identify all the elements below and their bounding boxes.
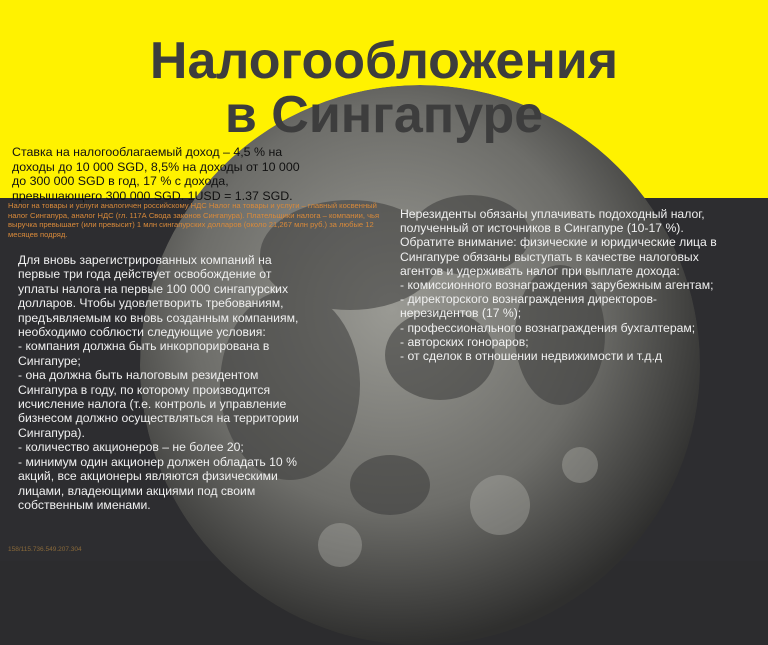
page-title: [0, 34, 768, 142]
tax-rate-text: Ставка на налогооблагаемый доход – 4,5 % на доходы до 10 000 SGD, 8,5% на доходы от 10 000 до 300 000 SGD в год, 17 % с дохода, превышающего 300 000 SGD. 1USD = 1.37 SGD.: [12, 145, 300, 203]
footer-code: 158/115.736.549.207.304: [8, 546, 82, 553]
new-company-exemption-text: Для вновь зарегистрированных компаний на первые три года действует освобождение от уплаты налога на первые 100 000 сингапурских долларов. Чтобы удовлетворить требованиям, предъявляемым ко вновь созданным компаниям, необходимо соблюсти следующие условия: - компания должна быть инкорпорирована в Сингапуре; - она должна быть налоговым резидентом Сингапура в году, по которому производится исчисление налога (т.е. контроль и управление бизнесом должно осуществляться на территории Сингапура). - количество акционеров – не более 20; - минимум один акционер должен обладать 10 % акций, все акционеры являются физическими лицами, владеющими акциями под своим собственным именами.: [18, 253, 299, 512]
vat-text: Налог на товары и услуги аналогичен российскому НДС Налог на товары и услуги – главный косвенный налог Сингапура, аналог НДС (гл. 117А Свода законов Сингапура). Плательщики налога – компании, чья выручка превышает (или превысит) 1 млн сингапурских долларов (около 21,267 млн руб.) за любые 12 месяцев подряд.: [8, 201, 380, 239]
title-line-2: в Сингапуре: [224, 86, 544, 144]
nonresident-tax-text: Нерезиденты обязаны уплачивать подоходный налог, полученный от источников в Сингапуре (10-17 %). Обратите внимание: физические и юридические лица в Сингапуре обязаны выступать в качестве налоговых агентов и удерживать налог при выплате дохода: - комиссионного вознаграждения зарубежным агентам; - директорского вознаграждения директоров-нерезидентов (17 %); - профессионального вознаграждения бухгалтерам; - авторских гонораров; - от сделок в отношении недвижимости и т.д.д: [400, 207, 717, 364]
title-line-1: Налогообложения: [149, 32, 619, 90]
